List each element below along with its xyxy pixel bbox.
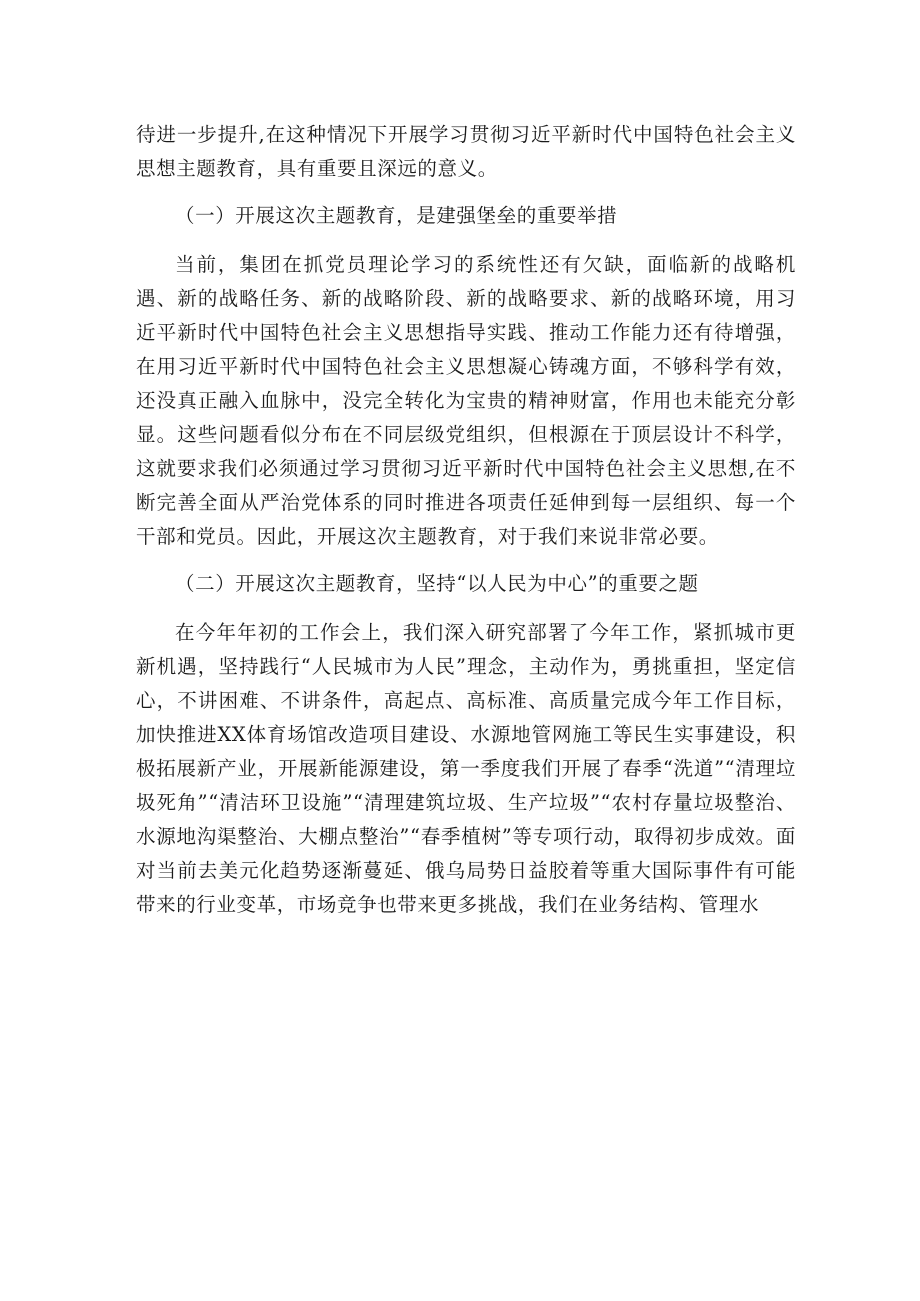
section-heading-1: （一）开展这次主题教育，是建强堡垒的重要举措: [175, 204, 618, 227]
document-body: [136, 118, 796, 935]
paragraph-section-1: 当前，集团在抓党员理论学习的系统性还有欠缺，面临新的战略机遇、新的战略任务、新的战略阶段、新的战略要求、新的战略环境，用习近平新时代中国特色社会主义思想指导实践、推动工作能力还有待增强，在用习近平新时代中国特色社会主义思想凝心铸魂方面，不够科学有效，还没真正融入血脉中，没完全转化为宝贵的精神财富，作用也未能充分彰显。这些问题看似分布在不同层级党组织，但根源在于顶层设计不科学，这就要求我们必须通过学习贯彻习近平新时代中国特色社会主义思想,在不断完善全面从严治党体系的同时推进各项责任延伸到每一层组织、每一个干部和党员。因此，开展这次主题教育，对于我们来说非常必要。: [136, 253, 796, 548]
section-heading-2: （二）开展这次主题教育，坚持“以人民为中心”的重要之题: [175, 572, 699, 595]
paragraph-section-2: 在今年年初的工作会上，我们深入研究部署了今年工作，紧抓城市更新机遇，坚持践行“人民城市为人民”理念，主动作为，勇挑重担，坚定信心，不讲困难、不讲条件，高起点、高标准、高质量完成今年工作目标，加快推进XX体育场馆改造项目建设、水源地管网施工等民生实事建设，积极拓展新产业，开展新能源建设，第一季度我们开展了春季“洗道”“清理垃圾死角”“清洁环卫设施”“清理建筑垃圾、生产垃圾”“农村存量垃圾整治、水源地沟渠整治、大棚点整治”“春季植树”等专项行动，取得初步成效。面对当前去美元化趋势逐渐蔓延、俄乌局势日益胶着等重大国际事件有可能带来的行业变革，市场竞争也带来更多挑战，我们在业务结构、管理水: [136, 621, 796, 916]
paragraph-intro-continuation: 待进一步提升,在这种情况下开展学习贯彻习近平新时代中国特色社会主义思想主题教育，具有重要且深远的意义。: [136, 123, 796, 180]
